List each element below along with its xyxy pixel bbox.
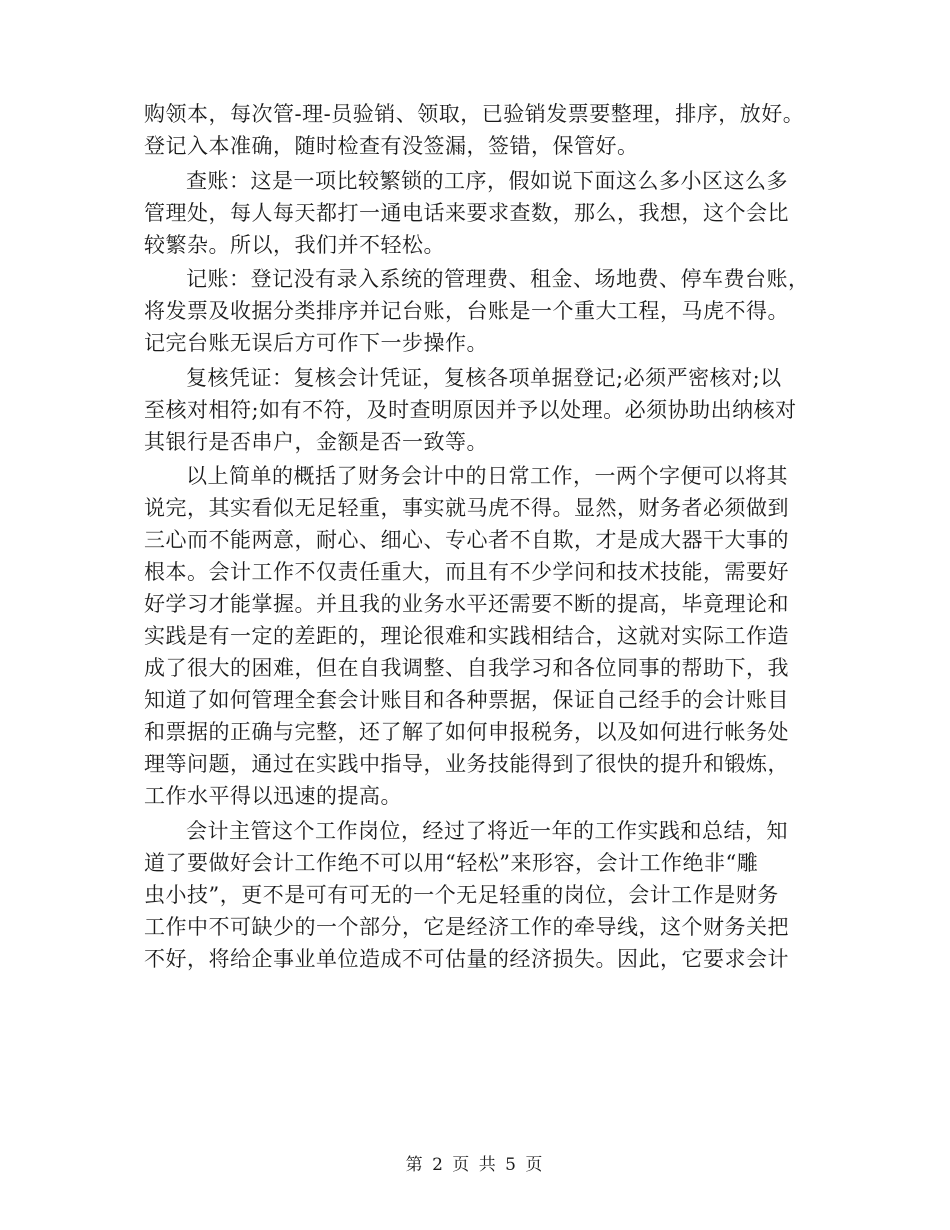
text-line: 其银行是否串户，金额是否一致等。 [144, 429, 488, 454]
text-line: 以上简单的概括了财务会计中的日常工作，一两个字便可以将其 [186, 464, 788, 488]
text-line: 较繁杂。所以，我们并不轻松。 [144, 232, 445, 257]
text-line: 和票据的正确与完整，还了解了如何申报税务，以及如何进行帐务处 [144, 720, 789, 744]
text-line: 成了很大的困难，但在自我调整、自我学习和各位同事的帮助下，我 [144, 656, 789, 680]
text-line: 知道了如何管理全套会计账目和各种票据，保证自己经手的会计账目 [144, 688, 789, 712]
paragraph-check-accounts [144, 165, 824, 261]
text-line: 记完台账无误后方可作下一步操作。 [144, 331, 488, 355]
text-line: 理等问题，通过在实践中指导，业务技能得到了很快的提升和锻炼， [144, 752, 789, 776]
text-line: 工作水平得以迅速的提高。 [144, 784, 402, 808]
text-line: 将发票及收据分类排序并记台账，台账是一个重大工程，马虎不得。 [144, 299, 789, 323]
text-line: 登记入本准确，随时检查有没签漏，签错，保管好。 [144, 134, 639, 158]
text-line: 道了要做好会计工作绝不可以用“轻松”来形容，会计工作绝非“雕 [144, 850, 759, 875]
page-number-footer: 第 2 页 共 5 页 [405, 1155, 545, 1175]
document-body [144, 98, 824, 975]
text-line: 会计主管这个工作岗位，经过了将近一年的工作实践和总结，知 [186, 818, 788, 843]
paragraph-review-vouchers [144, 362, 824, 458]
text-line: 管理处，每人每天都打一通电话来要求查数，那么，我想，这个会比 [144, 200, 789, 225]
paragraph-bookkeeping [144, 263, 824, 359]
text-line: 至核对相符;如有不符，及时查明原因并予以处理。必须协助出纳核对 [144, 397, 797, 422]
text-line: 工作中不可缺少的一个部分，它是经济工作的牵导线，这个财务关把 [144, 914, 789, 939]
text-line: 说完，其实看似无足轻重，事实就马虎不得。显然，财务者必须做到 [144, 496, 789, 520]
text-line: 不好，将给企事业单位造成不可估量的经济损失。因此，它要求会计 [144, 946, 789, 971]
text-line: 实践是有一定的差距的，理论很难和实践相结合，这就对实际工作造 [144, 624, 789, 648]
text-line: 复核凭证：复核会计凭证，复核各项单据登记;必须严密核对;以 [186, 365, 782, 390]
text-line: 虫小技”，更不是可有可无的一个无足轻重的岗位，会计工作是财务 [144, 882, 779, 907]
text-line: 记账：登记没有录入系统的管理费、租金、场地费、停车费台账， [186, 267, 810, 291]
text-line: 好学习才能掌握。并且我的业务水平还需要不断的提高，毕竟理论和 [144, 592, 789, 616]
text-line: 根本。会计工作不仅责任重大，而且有不少学问和技术技能，需要好 [144, 560, 789, 584]
text-line: 购领本，每次管-理-员验销、领取，已验销发票要整理，排序，放好。 [144, 102, 805, 126]
paragraph-accounting-supervisor [144, 815, 824, 975]
text-line: 查账：这是一项比较繁锁的工序，假如说下面这么多小区这么多 [186, 168, 788, 193]
paragraph-summary [144, 460, 824, 812]
text-line: 三心而不能两意，耐心、细心、专心者不自欺，才是成大器干大事的 [144, 528, 789, 552]
paragraph-invoice-registration [144, 98, 824, 162]
